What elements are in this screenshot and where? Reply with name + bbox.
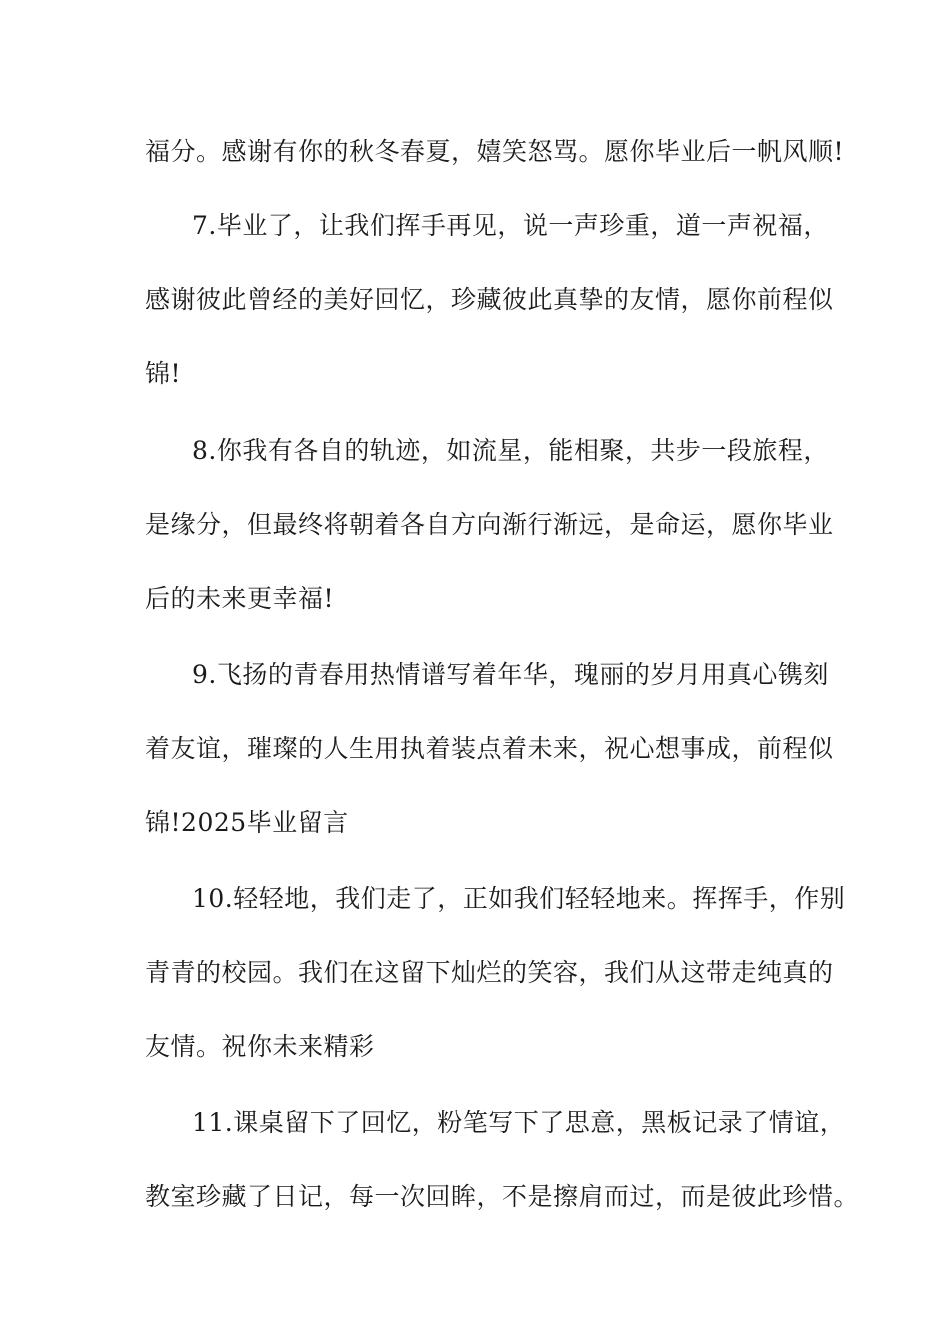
text-line-item-9: 9.飞扬的青春用热情谱写着年华，瑰丽的岁月用真心镌刻 [192, 660, 829, 689]
text-line: 教室珍藏了日记，每一次回眸，不是擦肩而过，而是彼此珍惜。 [145, 1182, 860, 1211]
text-line: 感谢彼此曾经的美好回忆，珍藏彼此真挚的友情，愿你前程似 [145, 285, 834, 314]
text-line-item-8: 8.你我有各自的轨迹，如流星，能相聚，共步一段旅程， [192, 436, 829, 465]
text-line-item-7: 7.毕业了，让我们挥手再见，说一声珍重，道一声祝福， [192, 211, 829, 240]
text-line: 锦! [145, 359, 182, 388]
text-line: 着友谊，璀璨的人生用执着装点着未来，祝心想事成，前程似 [145, 734, 834, 763]
text-line: 福分。感谢有你的秋冬春夏，嬉笑怒骂。愿你毕业后一帆风顺! [145, 137, 845, 166]
text-line-item-11: 11.课桌留下了回忆，粉笔写下了思意，黑板记录了情谊， [192, 1108, 846, 1137]
text-line-item-10: 10.轻轻地，我们走了，正如我们轻轻地来。挥挥手，作别 [192, 884, 846, 913]
text-line: 青青的校园。我们在这留下灿烂的笑容，我们从这带走纯真的 [145, 958, 834, 987]
text-line: 是缘分，但最终将朝着各自方向渐行渐远，是命运，愿你毕业 [145, 510, 834, 539]
text-line: 后的未来更幸福! [145, 584, 335, 613]
text-line: 友情。祝你未来精彩 [145, 1032, 375, 1061]
text-line: 锦!2025毕业留言 [145, 808, 349, 837]
